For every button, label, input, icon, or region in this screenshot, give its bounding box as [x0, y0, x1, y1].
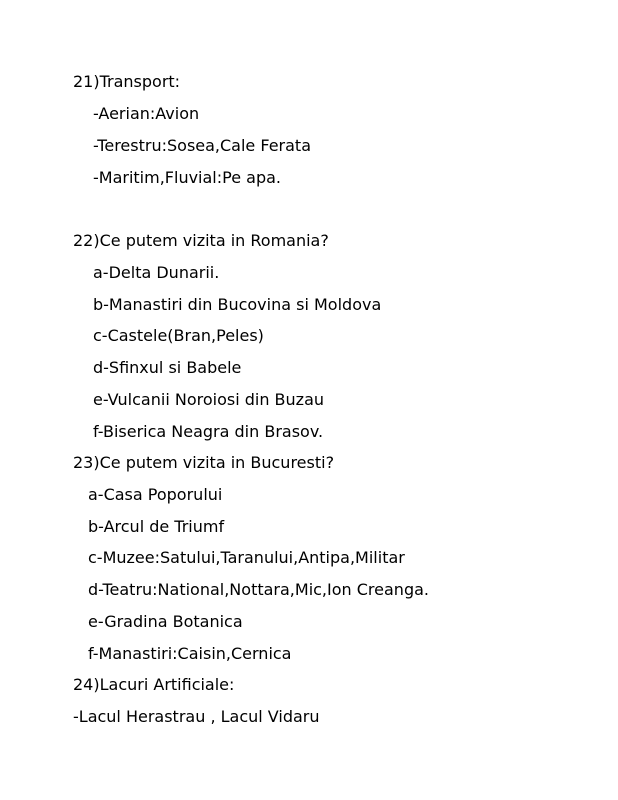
heading-q22: 22)Ce putem vizita in Romania? [73, 231, 329, 250]
list-item: -Terestru:Sosea,Cale Ferata [93, 136, 311, 155]
list-item: f-Manastiri:Caisin,Cernica [88, 644, 292, 663]
heading-q21: 21)Transport: [73, 72, 181, 91]
list-item: c-Castele(Bran,Peles) [93, 326, 264, 345]
list-item: f-Biserica Neagra din Brasov. [93, 422, 324, 441]
list-item: d-Teatru:National,Nottara,Mic,Ion Creanga. [88, 580, 429, 599]
list-item: -Aerian:Avion [93, 104, 200, 123]
list-item: -Maritim,Fluvial:Pe apa. [93, 168, 281, 187]
list-item: e-Gradina Botanica [88, 612, 243, 631]
list-item: -Lacul Herastrau , Lacul Vidaru [73, 707, 320, 726]
list-item: e-Vulcanii Noroiosi din Buzau [93, 390, 325, 409]
list-item: a-Casa Poporului [88, 485, 223, 504]
heading-q23: 23)Ce putem vizita in Bucuresti? [73, 453, 335, 472]
list-item: c-Muzee:Satului,Taranului,Antipa,Militar [88, 548, 405, 567]
heading-q24: 24)Lacuri Artificiale: [73, 675, 235, 694]
list-item: d-Sfinxul si Babele [93, 358, 242, 377]
list-item: b-Arcul de Triumf [88, 517, 225, 536]
list-item: b-Manastiri din Bucovina si Moldova [93, 295, 382, 314]
list-item: a-Delta Dunarii. [93, 263, 220, 282]
